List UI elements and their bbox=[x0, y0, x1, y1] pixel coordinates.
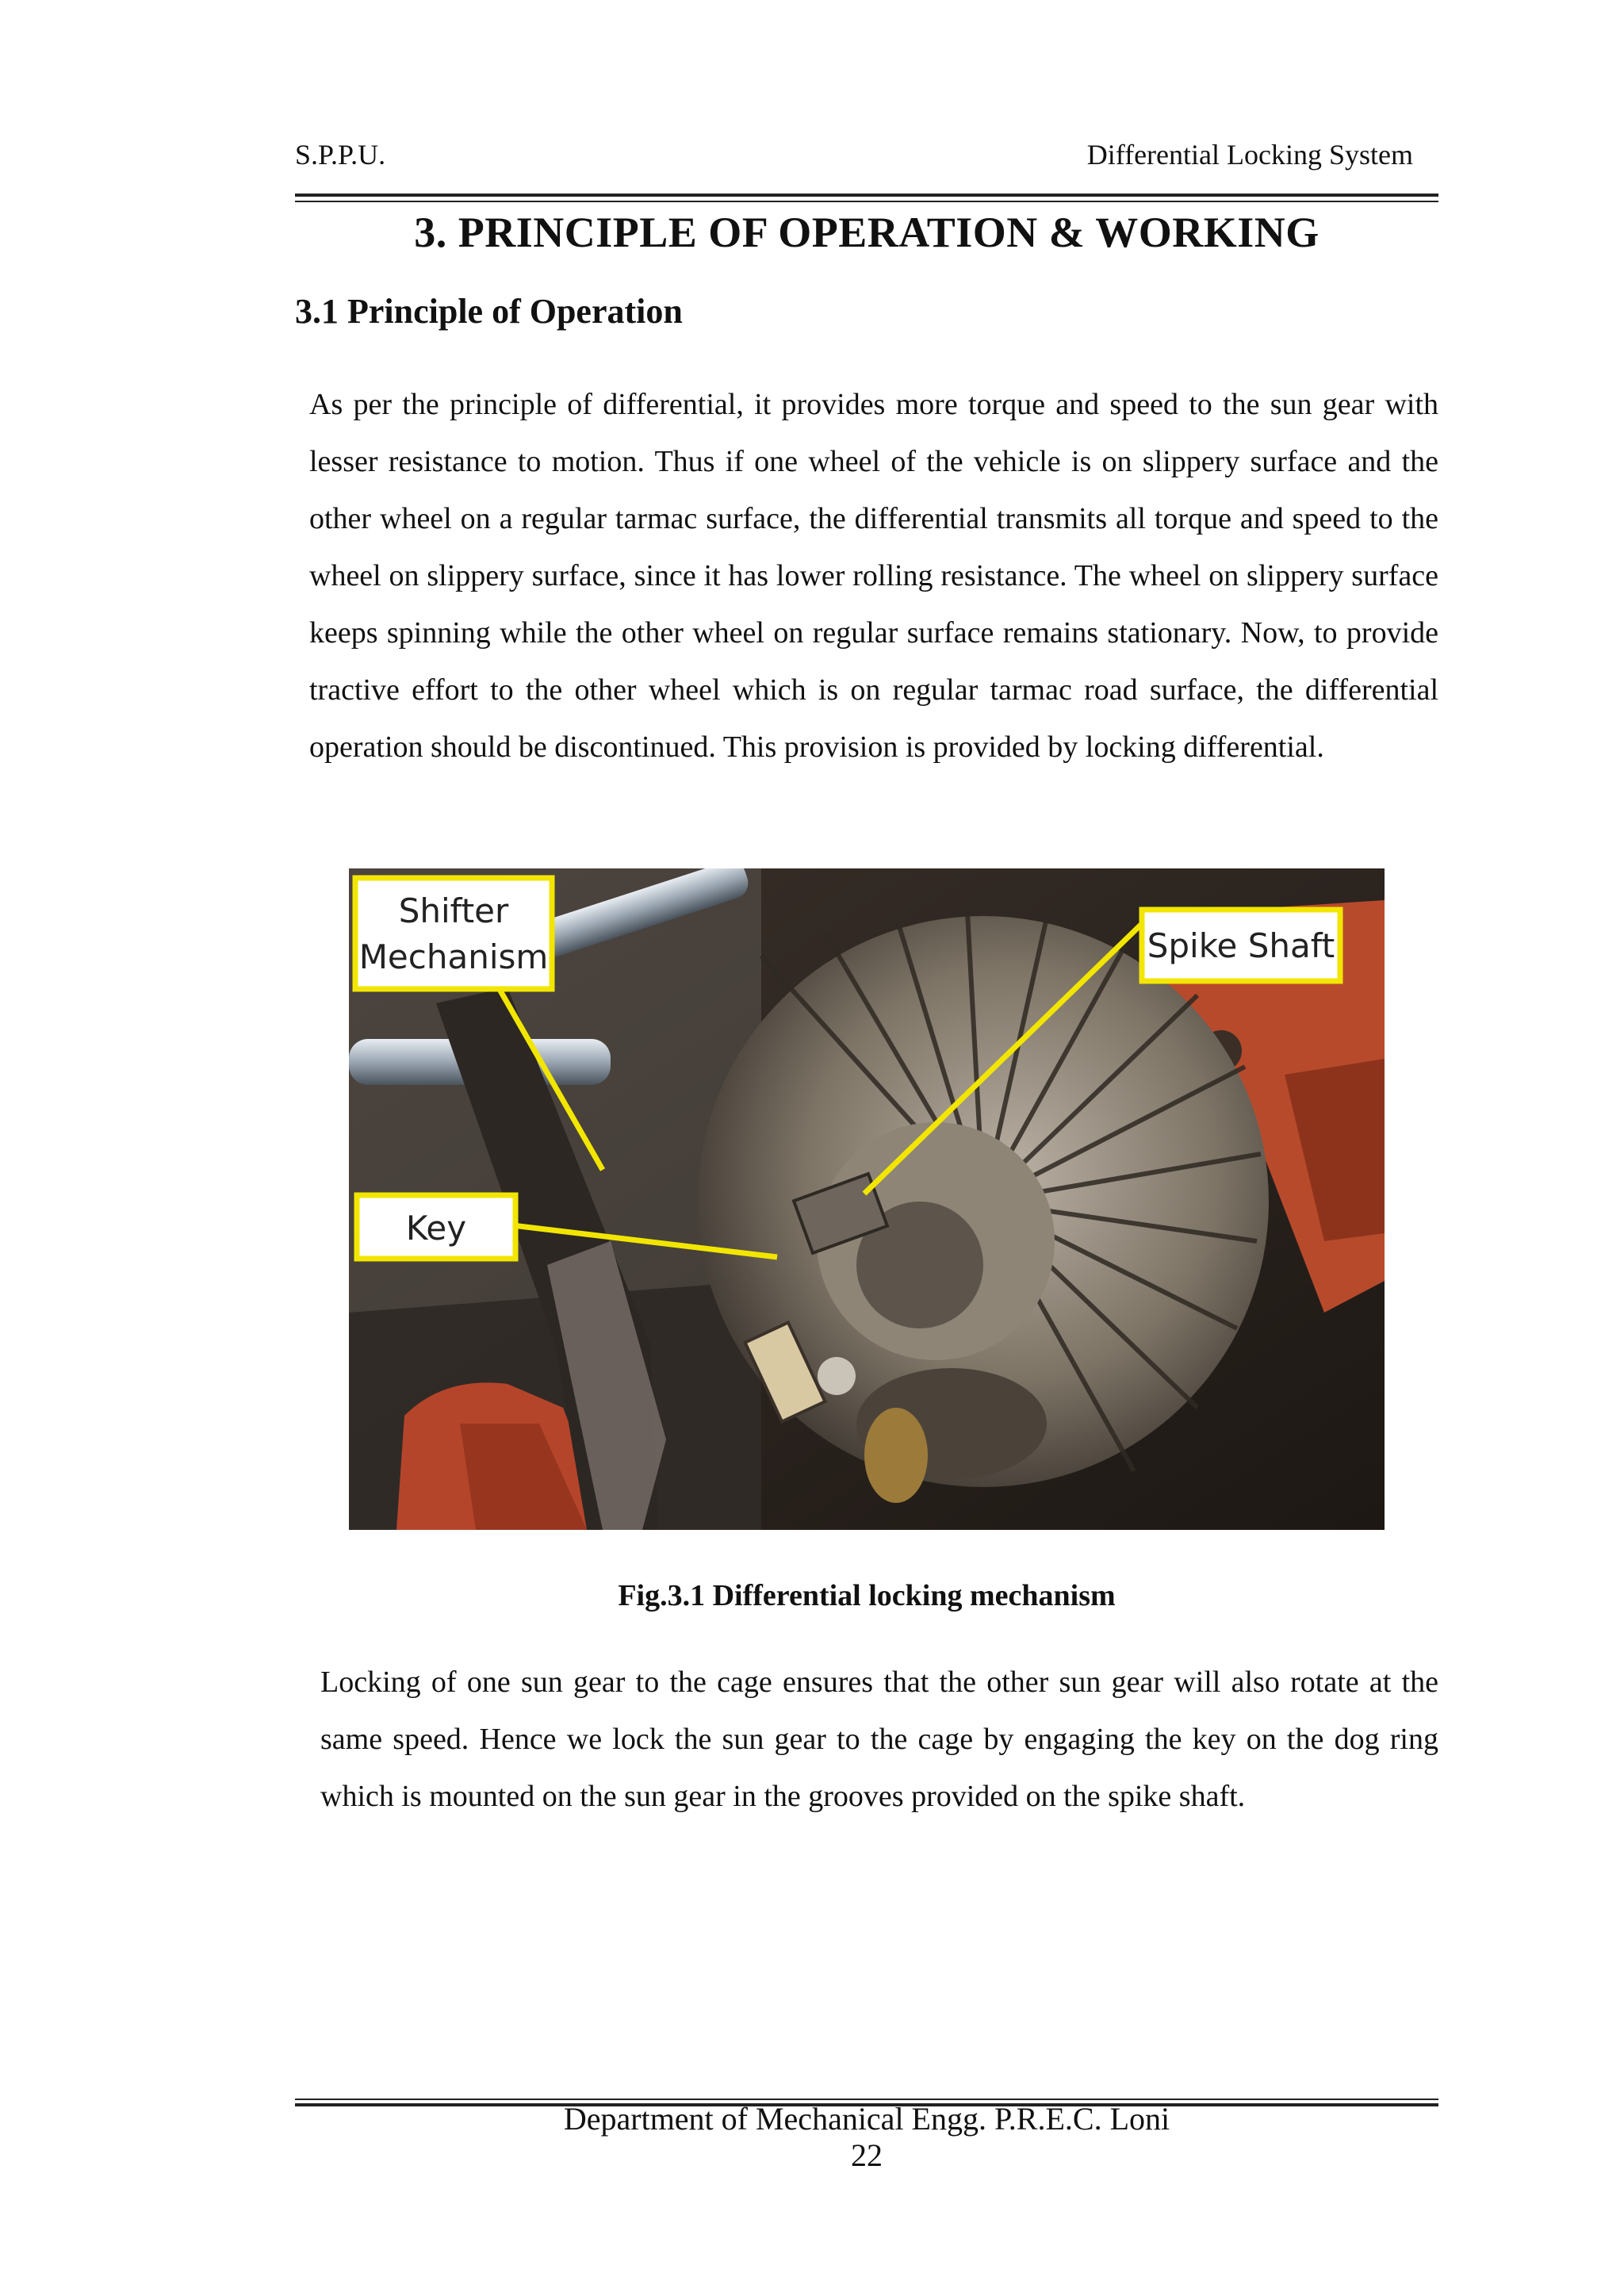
header-right: Differential Locking System bbox=[1086, 139, 1413, 171]
page-number: 22 bbox=[851, 2137, 883, 2173]
header-rule bbox=[295, 194, 1438, 197]
footer-department: Department of Mechanical Engg. P.R.E.C. Loni bbox=[563, 2101, 1170, 2137]
differential-photo bbox=[349, 868, 1385, 1530]
callout-text-shifter-1: Shifter bbox=[398, 891, 509, 930]
figure-caption: Fig.3.1 Differential locking mechanism bbox=[618, 1579, 1116, 1612]
body-paragraph-1: As per the principle of differential, it provides more torque and speed to the sun gear with lesser resistance to motion. Thus if one wheel of the vehicle is on slippery surface and the other wheel on a regular tarmac surface, the differential transmits all torque and speed to the wheel on slippery surface, since it has lower rolling resistance. The wheel on slippery surface keeps spinning while the other wheel on regular surface remains stationary. Now, to provide tractive effort to the other wheel which is on regular tarmac road surface, the differential operation should be discontinued. This provision is provided by locking differential. bbox=[309, 388, 1438, 764]
pinion-gear-small bbox=[864, 1408, 928, 1503]
header-rule-thin bbox=[295, 201, 1438, 202]
section-heading: 3.1 Principle of Operation bbox=[295, 292, 683, 331]
chapter-title: 3. PRINCIPLE OF OPERATION & WORKING bbox=[414, 209, 1320, 256]
callout-text-spike: Spike Shaft bbox=[1147, 926, 1335, 965]
body-paragraph-2: Locking of one sun gear to the cage ensures that the other sun gear will also rotate at the same speed. Hence we lock the sun gear to the cage by engaging the key on the dog ring which is mounted on the sun gear in the grooves provided on the spike shaft. bbox=[320, 1665, 1438, 1813]
header-left: S.P.P.U. bbox=[295, 139, 386, 171]
callout-text-key: Key bbox=[405, 1209, 467, 1248]
callout-text-shifter-2: Mechanism bbox=[358, 937, 549, 976]
pin-bolt bbox=[818, 1357, 856, 1395]
